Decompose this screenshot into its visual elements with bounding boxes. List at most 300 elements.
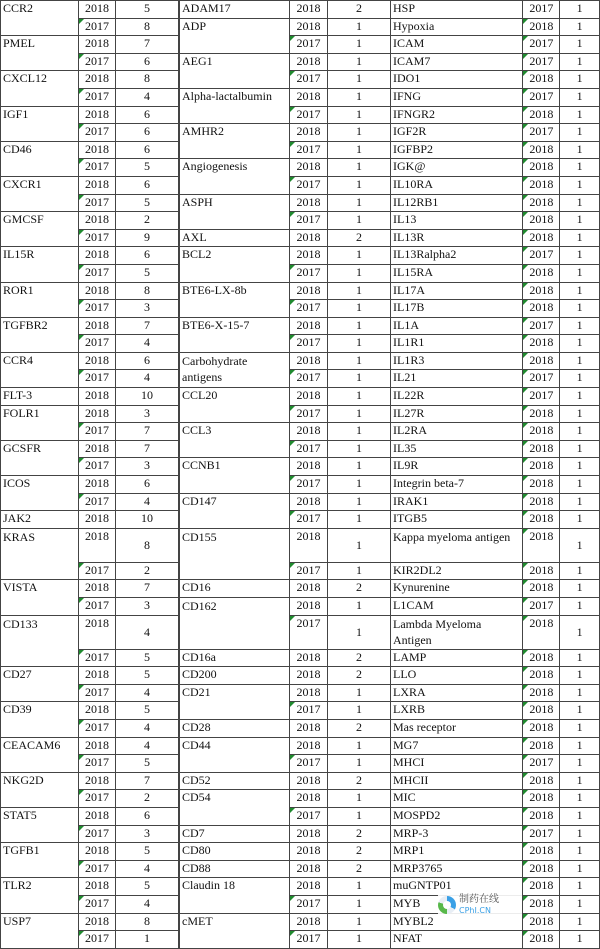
table-row (391, 702, 600, 720)
year-cell: 2017 (523, 53, 560, 71)
table-row (1, 440, 179, 458)
count-cell: 8 (116, 18, 179, 36)
count-cell: 2 (328, 580, 391, 598)
table-row (180, 493, 391, 511)
target-name: STAT5 (1, 807, 79, 842)
year-cell: 2017 (79, 684, 116, 702)
count-cell: 4 (116, 88, 179, 106)
count-cell: 1 (328, 300, 391, 318)
count-cell: 6 (116, 352, 179, 370)
count-cell: 1 (328, 528, 391, 562)
year-cell: 2018 (79, 737, 116, 755)
count-cell: 1 (560, 352, 600, 370)
table-row (391, 317, 600, 335)
target-name: Integrin beta-7 (391, 476, 523, 494)
year-cell: 2018 (290, 684, 328, 702)
target-name: IL15RA (391, 264, 523, 282)
count-cell: 1 (328, 755, 391, 773)
count-cell: 1 (560, 772, 600, 790)
count-cell: 2 (328, 649, 391, 667)
count-cell: 1 (560, 807, 600, 825)
target-name: IL12RB1 (391, 194, 523, 212)
count-cell: 1 (560, 124, 600, 142)
table-row (180, 247, 391, 265)
target-name: Kappa myeloma antigen (391, 528, 523, 562)
table-row (1, 247, 179, 265)
table-row (1, 615, 179, 649)
table-row (391, 88, 600, 106)
table-row (180, 229, 391, 247)
target-name: ICOS (1, 476, 79, 511)
year-cell: 2017 (79, 598, 116, 616)
count-cell: 1 (560, 264, 600, 282)
year-cell: 2018 (290, 649, 328, 667)
year-cell: 2017 (523, 88, 560, 106)
count-cell: 2 (116, 790, 179, 808)
target-name: USP7 (1, 913, 79, 948)
table-row (180, 684, 391, 702)
year-cell: 2018 (79, 772, 116, 790)
table-row (391, 264, 600, 282)
target-name: CD28 (180, 719, 290, 737)
table-row (391, 335, 600, 353)
target-name: GMCSF (1, 212, 79, 247)
table-row (391, 825, 600, 843)
table-row (1, 511, 179, 529)
table-row (180, 458, 391, 476)
count-cell: 5 (116, 843, 179, 861)
year-cell: 2018 (523, 405, 560, 423)
year-cell: 2018 (523, 106, 560, 124)
target-name: GCSFR (1, 440, 79, 475)
table-row (391, 282, 600, 300)
year-cell: 2018 (523, 843, 560, 861)
count-cell: 1 (328, 53, 391, 71)
year-cell: 2017 (290, 106, 328, 124)
count-cell: 1 (328, 159, 391, 177)
count-cell: 6 (116, 124, 179, 142)
count-cell: 1 (560, 388, 600, 406)
target-name: IGF2R (391, 124, 523, 142)
count-cell: 5 (116, 755, 179, 773)
year-cell: 2018 (79, 667, 116, 685)
table-row (1, 772, 179, 790)
target-name: CD21 (180, 684, 290, 719)
count-cell: 1 (328, 317, 391, 335)
year-cell: 2017 (290, 36, 328, 54)
year-cell: 2017 (79, 649, 116, 667)
year-cell: 2018 (523, 352, 560, 370)
count-cell: 1 (328, 247, 391, 265)
count-cell: 1 (560, 931, 600, 949)
year-cell: 2017 (523, 317, 560, 335)
year-cell: 2018 (290, 790, 328, 808)
year-cell: 2017 (79, 159, 116, 177)
table-row (391, 790, 600, 808)
count-cell: 1 (328, 790, 391, 808)
year-cell: 2018 (523, 878, 560, 896)
cphi-watermark (438, 892, 522, 918)
target-name: BCL2 (180, 247, 290, 282)
table-row (180, 860, 391, 878)
count-cell: 1 (560, 649, 600, 667)
target-table-col1 (0, 0, 179, 949)
count-cell: 1 (328, 388, 391, 406)
year-cell: 2018 (290, 913, 328, 931)
target-name: IGF1 (1, 106, 79, 141)
count-cell: 1 (328, 405, 391, 423)
year-cell: 2018 (79, 176, 116, 194)
table-row (1, 528, 179, 562)
count-cell: 5 (116, 194, 179, 212)
count-cell: 1 (560, 370, 600, 388)
table-row (391, 440, 600, 458)
table-row (1, 141, 179, 159)
table-row (180, 580, 391, 598)
year-cell: 2018 (290, 229, 328, 247)
count-cell: 1 (328, 212, 391, 230)
target-name: CD162 (180, 598, 290, 650)
year-cell: 2018 (290, 388, 328, 406)
count-cell: 1 (328, 18, 391, 36)
count-cell: 1 (328, 106, 391, 124)
count-cell: 7 (116, 36, 179, 54)
table-row (180, 53, 391, 71)
year-cell: 2018 (523, 702, 560, 720)
target-name: CD16a (180, 649, 290, 667)
target-name: CD46 (1, 141, 79, 176)
year-cell: 2018 (79, 388, 116, 406)
year-cell: 2017 (290, 511, 328, 529)
target-name: CCNB1 (180, 458, 290, 493)
year-cell: 2018 (290, 860, 328, 878)
year-cell: 2017 (290, 755, 328, 773)
year-cell: 2017 (523, 1, 560, 19)
count-cell: 2 (328, 843, 391, 861)
count-cell: 1 (328, 335, 391, 353)
table-row (180, 790, 391, 808)
target-name: IL13 (391, 212, 523, 230)
target-name: CD54 (180, 790, 290, 825)
table-row (1, 71, 179, 89)
table-row (391, 580, 600, 598)
count-cell: 1 (560, 580, 600, 598)
target-name: Angiogenesis (180, 159, 290, 194)
count-cell: 1 (328, 423, 391, 441)
count-cell: 5 (116, 649, 179, 667)
count-cell: 4 (116, 895, 179, 913)
table-row (180, 282, 391, 300)
table-row (180, 317, 391, 335)
table-row (391, 843, 600, 861)
year-cell: 2018 (79, 878, 116, 896)
year-cell: 2018 (290, 124, 328, 142)
year-cell: 2018 (79, 317, 116, 335)
count-cell: 1 (328, 511, 391, 529)
table-row (391, 352, 600, 370)
year-cell: 2017 (79, 124, 116, 142)
target-name: IL13Ralpha2 (391, 247, 523, 265)
table-row (391, 300, 600, 318)
year-cell: 2018 (523, 737, 560, 755)
target-name: MHCI (391, 755, 523, 773)
target-name: IL1R3 (391, 352, 523, 370)
count-cell: 2 (328, 825, 391, 843)
year-cell: 2018 (79, 843, 116, 861)
table-row (391, 528, 600, 562)
target-name: Carbohydrate antigens (180, 352, 290, 387)
year-cell: 2018 (523, 212, 560, 230)
count-cell: 1 (560, 476, 600, 494)
target-name: TGFB1 (1, 843, 79, 878)
year-cell: 2018 (523, 931, 560, 949)
count-cell: 1 (328, 36, 391, 54)
year-cell: 2018 (523, 440, 560, 458)
year-cell: 2017 (523, 247, 560, 265)
count-cell: 5 (116, 667, 179, 685)
table-row (1, 843, 179, 861)
target-name: IDO1 (391, 71, 523, 89)
count-cell: 1 (328, 598, 391, 616)
table-row (391, 18, 600, 36)
table-row (180, 719, 391, 737)
table-row (180, 843, 391, 861)
table-row (1, 807, 179, 825)
year-cell: 2018 (523, 141, 560, 159)
table-row (391, 511, 600, 529)
table-row (180, 825, 391, 843)
year-cell: 2017 (79, 370, 116, 388)
target-name: MYBL2 (391, 913, 523, 931)
count-cell: 4 (116, 860, 179, 878)
target-name: CCL3 (180, 423, 290, 458)
count-cell: 5 (116, 702, 179, 720)
year-cell: 2018 (290, 53, 328, 71)
count-cell: 4 (116, 737, 179, 755)
target-name: IL10RA (391, 176, 523, 194)
count-cell: 1 (328, 176, 391, 194)
count-cell: 1 (328, 476, 391, 494)
target-name: IL1R1 (391, 335, 523, 353)
count-cell: 1 (560, 53, 600, 71)
year-cell: 2018 (290, 159, 328, 177)
target-name: IL27R (391, 405, 523, 423)
count-cell: 1 (328, 352, 391, 370)
table-row (391, 458, 600, 476)
target-name: JAK2 (1, 511, 79, 529)
year-cell: 2017 (79, 895, 116, 913)
count-cell: 1 (560, 790, 600, 808)
year-cell: 2017 (523, 388, 560, 406)
count-cell: 7 (116, 317, 179, 335)
target-name: MYB (391, 895, 523, 913)
table-row (391, 194, 600, 212)
year-cell: 2018 (290, 580, 328, 598)
year-cell: 2018 (79, 440, 116, 458)
target-name: ADP (180, 18, 290, 53)
cphi-logo-icon (438, 896, 456, 914)
target-name: IL35 (391, 440, 523, 458)
target-name: ROR1 (1, 282, 79, 317)
table-row (391, 755, 600, 773)
year-cell: 2017 (290, 562, 328, 580)
count-cell: 1 (560, 36, 600, 54)
year-cell: 2018 (79, 282, 116, 300)
target-name: HSP (391, 1, 523, 19)
table-row (391, 1, 600, 19)
table-row (1, 702, 179, 720)
year-cell: 2018 (290, 88, 328, 106)
count-cell: 1 (560, 176, 600, 194)
year-cell: 2017 (523, 825, 560, 843)
year-cell: 2017 (290, 931, 328, 949)
count-cell: 1 (560, 895, 600, 913)
count-cell: 4 (116, 335, 179, 353)
year-cell: 2018 (79, 580, 116, 598)
count-cell: 1 (560, 615, 600, 649)
target-name: CD155 (180, 528, 290, 580)
table-row (1, 737, 179, 755)
table-row (391, 405, 600, 423)
year-cell: 2018 (523, 18, 560, 36)
target-name: VISTA (1, 580, 79, 615)
count-cell: 1 (560, 755, 600, 773)
target-name: IGFBP2 (391, 141, 523, 159)
count-cell: 1 (560, 88, 600, 106)
count-cell: 2 (328, 772, 391, 790)
year-cell: 2017 (79, 562, 116, 580)
count-cell: 1 (560, 247, 600, 265)
year-cell: 2017 (79, 423, 116, 441)
count-cell: 2 (116, 562, 179, 580)
count-cell: 1 (560, 878, 600, 896)
count-cell: 6 (116, 176, 179, 194)
year-cell: 2018 (523, 807, 560, 825)
table-row (180, 667, 391, 685)
table-row (180, 737, 391, 755)
target-name: AEG1 (180, 53, 290, 88)
year-cell: 2018 (290, 737, 328, 755)
year-cell: 2018 (290, 458, 328, 476)
year-cell: 2018 (523, 860, 560, 878)
year-cell: 2018 (79, 71, 116, 89)
year-cell: 2018 (290, 667, 328, 685)
watermark-cn: 制药在线 (459, 894, 499, 905)
table-row (1, 405, 179, 423)
table-row (391, 36, 600, 54)
target-name: MRP-3 (391, 825, 523, 843)
target-name: CD16 (180, 580, 290, 598)
year-cell: 2017 (79, 88, 116, 106)
table-row (180, 18, 391, 36)
target-name: ITGB5 (391, 511, 523, 529)
table-row (391, 370, 600, 388)
count-cell: 2 (328, 860, 391, 878)
target-name: CD133 (1, 615, 79, 667)
count-cell: 1 (560, 528, 600, 562)
count-cell: 1 (328, 562, 391, 580)
count-cell: 1 (560, 159, 600, 177)
table-row (391, 562, 600, 580)
year-cell: 2018 (523, 790, 560, 808)
table-row (1, 1, 179, 19)
target-name: IRAK1 (391, 493, 523, 511)
year-cell: 2018 (290, 317, 328, 335)
table-row (391, 124, 600, 142)
table-row (1, 388, 179, 406)
year-cell: 2017 (79, 790, 116, 808)
count-cell: 3 (116, 458, 179, 476)
watermark-en: CPhI.CN (459, 906, 491, 915)
year-cell: 2017 (290, 300, 328, 318)
target-name: IFNGR2 (391, 106, 523, 124)
year-cell: 2018 (290, 843, 328, 861)
target-name: MIC (391, 790, 523, 808)
count-cell: 1 (560, 458, 600, 476)
target-name: CXCL12 (1, 71, 79, 106)
year-cell: 2017 (290, 440, 328, 458)
count-cell: 2 (328, 1, 391, 19)
table-row (391, 615, 600, 649)
year-cell: 2018 (523, 511, 560, 529)
table-row (1, 913, 179, 931)
count-cell: 3 (116, 405, 179, 423)
table-row (391, 649, 600, 667)
count-cell: 1 (560, 702, 600, 720)
table-row (180, 124, 391, 142)
year-cell: 2018 (290, 18, 328, 36)
target-name: CCL20 (180, 388, 290, 423)
count-cell: 1 (560, 860, 600, 878)
count-cell: 1 (560, 598, 600, 616)
year-cell: 2018 (523, 458, 560, 476)
year-cell: 2018 (523, 264, 560, 282)
table-row (1, 212, 179, 230)
year-cell: 2018 (290, 247, 328, 265)
count-cell: 1 (328, 878, 391, 896)
target-name: IL1A (391, 317, 523, 335)
target-name: FOLR1 (1, 405, 79, 440)
count-cell: 1 (328, 124, 391, 142)
year-cell: 2017 (523, 36, 560, 54)
target-name: Claudin 18 (180, 878, 290, 913)
year-cell: 2017 (79, 18, 116, 36)
target-name: CD39 (1, 702, 79, 737)
count-cell: 1 (328, 807, 391, 825)
count-cell: 1 (328, 913, 391, 931)
year-cell: 2017 (290, 370, 328, 388)
count-cell: 1 (328, 194, 391, 212)
table-row (180, 772, 391, 790)
year-cell: 2018 (79, 36, 116, 54)
table-row (180, 88, 391, 106)
count-cell: 1 (560, 719, 600, 737)
year-cell: 2017 (523, 124, 560, 142)
table-row (391, 684, 600, 702)
table-row (1, 176, 179, 194)
target-name: CD7 (180, 825, 290, 843)
year-cell: 2018 (523, 159, 560, 177)
table-row (180, 194, 391, 212)
target-name: LLO (391, 667, 523, 685)
count-cell: 7 (116, 423, 179, 441)
target-name: CEACAM6 (1, 737, 79, 772)
year-cell: 2018 (290, 878, 328, 896)
table-row (391, 53, 600, 71)
year-cell: 2018 (523, 493, 560, 511)
count-cell: 4 (116, 370, 179, 388)
count-cell: 7 (116, 440, 179, 458)
